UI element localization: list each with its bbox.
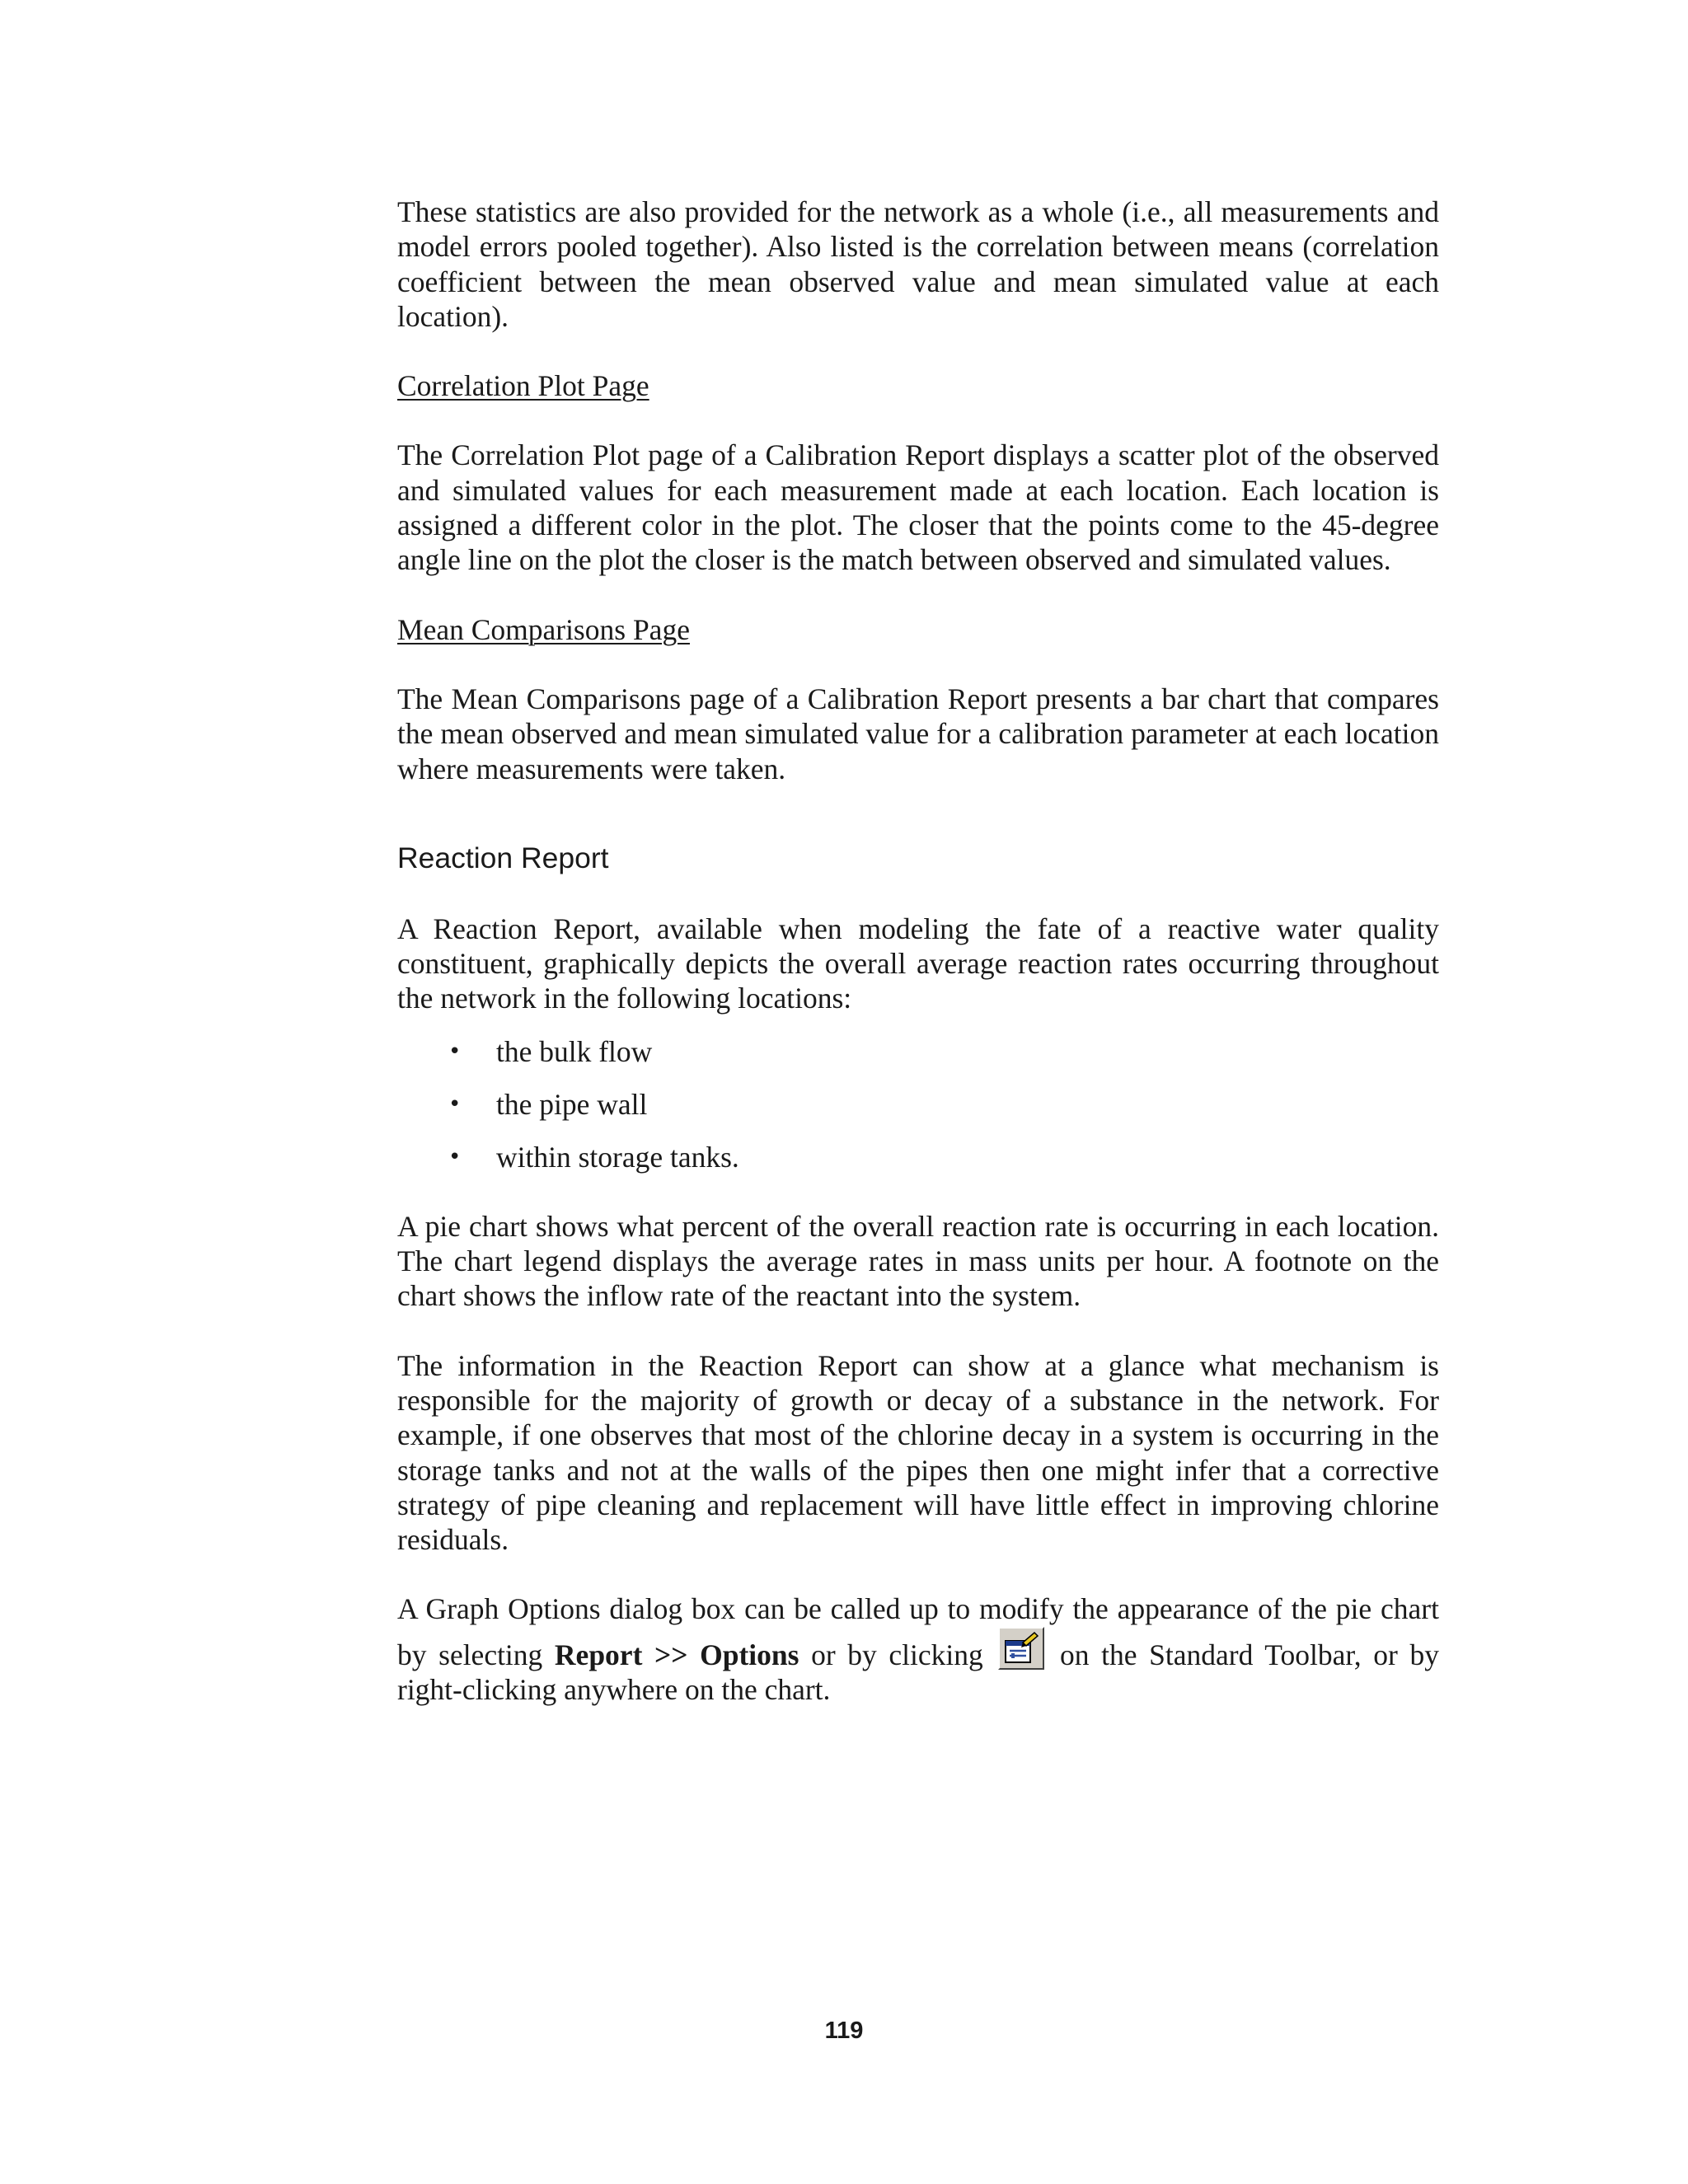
mean-comparisons-paragraph: The Mean Comparisons page of a Calibration Report presents a bar chart that compares the mean observed and mean simulated value for a calibration parameter at each location where measurements were taken. (397, 682, 1439, 785)
list-item (397, 1140, 1439, 1174)
list-item-text: the bulk flow (496, 1034, 653, 1068)
list-item-text: the pipe wall (496, 1087, 648, 1121)
mean-comparisons-page-title: Mean Comparisons Page (397, 612, 690, 646)
list-item (397, 1087, 1439, 1122)
menu-options-label: Options (700, 1638, 799, 1671)
list-item (397, 1034, 1439, 1069)
graph-options-icon (1003, 1631, 1039, 1666)
graph-options-paragraph (397, 1591, 1439, 1707)
page-number: 119 (824, 2018, 864, 2044)
reaction-report-heading: Reaction Report (397, 841, 609, 874)
page-content (397, 194, 1439, 1741)
intro-paragraph: These statistics are also provided for the network as a whole (i.e., all measurements and model errors pooled together). Also listed is the correlation between means (correlation coefficient between the mean observed value and mean simulated value at each location). (397, 195, 1439, 333)
graph-options-text-3: on the Standard Toolbar, or by right-clicking anywhere on the chart. (397, 1638, 1439, 1707)
bullet-icon: • (448, 1038, 462, 1064)
reaction-report-intro: A Reaction Report, available when modeling the fate of a reactive water quality constituent, graphically depicts the overall average reaction rates occurring throughout the network in the following locations: (397, 912, 1439, 1015)
list-item-text: within storage tanks. (496, 1140, 739, 1174)
reaction-info-paragraph: The information in the Reaction Report can show at a glance what mechanism is responsible for the majority of growth or decay of a substance in the network. For example, if one observes that most of the chlorine decay in a system is occurring in the storage tanks and not at the walls of the pipes then one might infer that a corrective strategy of pipe cleaning and replacement will have little effect in improving chlorine residuals. (397, 1348, 1439, 1557)
pie-chart-paragraph: A pie chart shows what percent of the overall reaction rate is occurring in each location. The chart legend displays the average rates in mass units per hour. A footnote on the chart shows the inflow rate of the reactant into the system. (397, 1209, 1439, 1313)
graph-options-text-1: A Graph Options dialog box can be called up to modify the appearance of the pie chart by selecting (397, 1592, 1439, 1671)
bullet-icon: • (448, 1144, 462, 1169)
graph-options-toolbar-icon (998, 1627, 1044, 1670)
correlation-plot-page-title: Correlation Plot Page (397, 369, 649, 403)
graph-options-text-2: or by clicking (799, 1638, 996, 1671)
bullet-icon: • (448, 1091, 462, 1117)
reaction-locations-list (397, 1034, 1439, 1174)
correlation-plot-paragraph: The Correlation Plot page of a Calibration Report displays a scatter plot of the observed and simulated values for each measurement made at each location. Each location is assigned a different color in the plot. The closer that the points come to the 45-degree angle line on the plot the closer is the match between observed and simulated values. (397, 438, 1439, 577)
menu-separator: >> (642, 1638, 701, 1671)
menu-report-label: Report (554, 1638, 643, 1671)
